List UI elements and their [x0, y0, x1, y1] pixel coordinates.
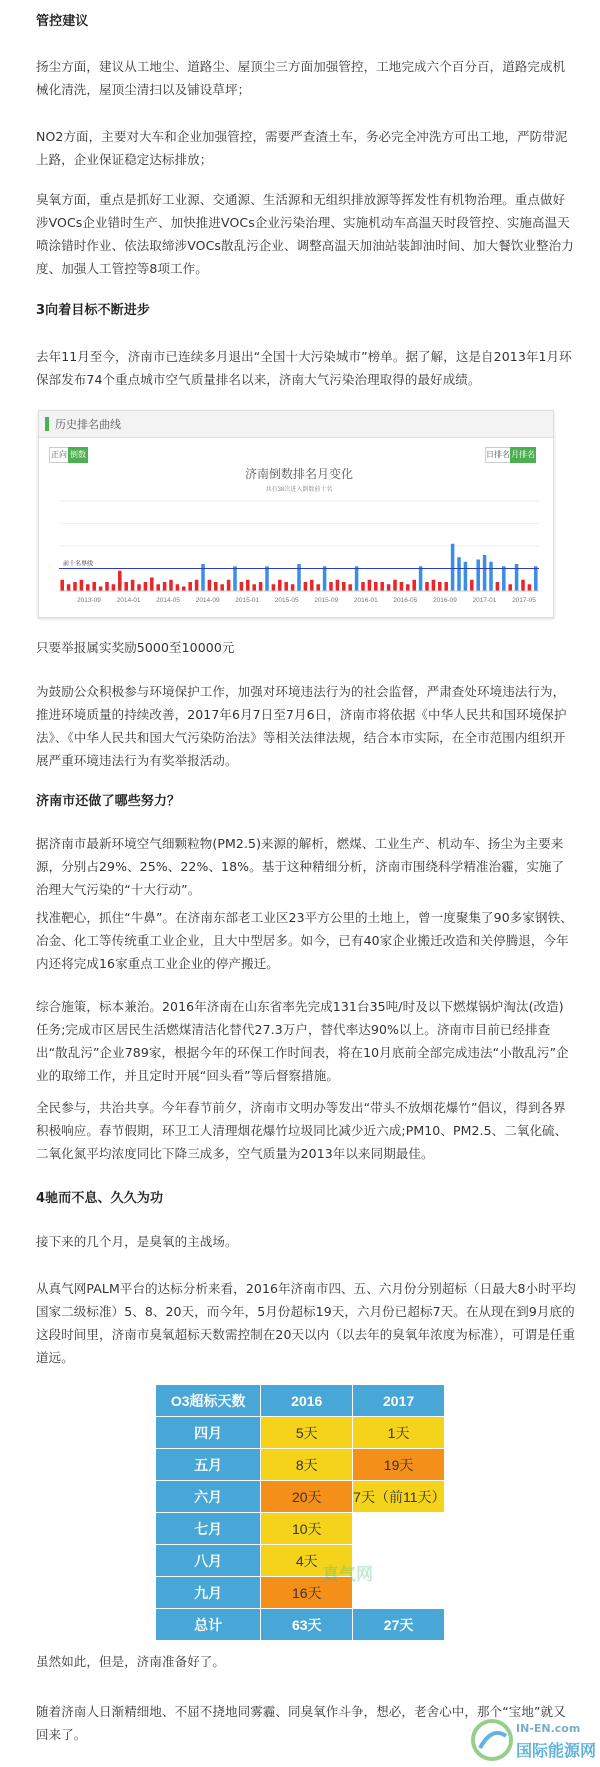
- table-header-cell: 2016: [261, 1385, 353, 1417]
- table-month-cell: 九月: [156, 1577, 261, 1609]
- chart-bar: [329, 582, 333, 591]
- chart-bar: [150, 578, 154, 592]
- chart-bar: [419, 566, 423, 591]
- chart-bar: [105, 582, 109, 591]
- threshold-label: 前十名界线: [63, 561, 94, 568]
- paragraph-comprehensive: 综合施策，标本兼治。2016年济南在山东省率先完成131台35吨/时及以下燃煤锅炉淘汰(改造)任务;完成市区居民生活燃煤清洁化替代27.3万户，替代率达90%以上。济南市目前已经排查出“散乱污”企业789家，根据今年的环保工作时间表，将在10月底前全部完成违法“小散乱污”企业的取缔工作，并且定时开展“回头看”等后督察措施。: [36, 999, 569, 1083]
- chart-bar: [131, 580, 135, 591]
- table-total-label: 总计: [156, 1609, 261, 1641]
- x-tick-label: 2016-05: [393, 597, 418, 604]
- chart-bar: [323, 566, 327, 591]
- paragraph-no2: NO2方面，主要对大车和企业加强管控，需要严查渣土车，务必完全冲洗方可出工地，严防带泥上路，企业保证稳定达标排放；: [36, 129, 568, 167]
- table-2016-cell: 5天: [261, 1417, 353, 1449]
- toggle-forward[interactable]: 正向: [49, 447, 69, 463]
- chart-bar: [144, 582, 148, 591]
- chart-bar: [368, 580, 372, 591]
- x-tick-label: 2016-01: [353, 597, 378, 604]
- chart-bar: [387, 584, 391, 591]
- chart-bar: [496, 582, 500, 591]
- chart-bar: [265, 566, 269, 591]
- x-tick-label: 2017-05: [512, 597, 536, 604]
- chart-bar: [220, 584, 224, 591]
- paragraph-participation: 全民参与，共治共享。今年春节前夕，济南市文明办等发出“带头不放烟花爆竹”倡议，得到各界积极响应。春节假期，环卫工人清理烟花爆竹垃圾同比减少近六成;PM10、PM2.5、二氧化硫、二氧化氮平均浓度同比下降三成多，空气质量为2013年以来同期最佳。: [36, 1100, 568, 1161]
- table-2016-cell: 10天: [261, 1513, 353, 1545]
- chart-bar: [73, 582, 77, 591]
- table-row: [156, 1545, 445, 1577]
- heading-efforts: 济南市还做了哪些努力？: [36, 794, 181, 809]
- table-month-cell: 七月: [156, 1513, 261, 1545]
- site-watermark: [470, 1718, 598, 1764]
- table-month-cell: 六月: [156, 1481, 261, 1513]
- paragraph-prepared: 虽然如此，但是，济南准备好了。: [36, 1654, 226, 1669]
- table-total-2016: 63天: [261, 1609, 353, 1641]
- chart-bar: [182, 587, 186, 592]
- chart-bar: [508, 584, 512, 591]
- chart-bar: [118, 571, 122, 591]
- table-row: [156, 1481, 445, 1513]
- paragraph-next-months: 接下来的几个月，是臭氧的主战场。: [36, 1234, 238, 1249]
- table-month-cell: 四月: [156, 1417, 261, 1449]
- table-2016-cell: 8天: [261, 1449, 353, 1481]
- site-domain: IN-EN.com: [516, 1722, 581, 1735]
- x-tick-label: 2014-01: [116, 597, 141, 604]
- x-tick-label: 2014-05: [156, 597, 181, 604]
- chart-bar: [336, 580, 340, 591]
- heading-progress: 3向着目标不断进步: [36, 303, 150, 318]
- chart-bar: [451, 544, 455, 591]
- toggle-monthly-rank[interactable]: 月排名: [510, 447, 536, 463]
- paragraph-conclusion: 随着济南人日渐精细地、不屈不挠地同雾霾、同臭氧作斗争，想必，老舍心中，那个“宝地”就又回来了。: [36, 1704, 566, 1742]
- x-tick-label: 2013-09: [77, 597, 101, 604]
- x-tick-label: 2014-09: [195, 597, 220, 604]
- paragraph-dust: 扬尘方面，建议从工地尘、道路尘、屋顶尘三方面加强管控，工地完成六个百分百，道路完成机械化清洗，屋顶尘清扫以及铺设草坪；: [36, 59, 566, 97]
- table-watermark: 真气网: [322, 1565, 373, 1585]
- chart-bar: [342, 582, 346, 591]
- chart-subtitle: 共有38次进入倒数前十名: [265, 487, 333, 493]
- chart-bar: [476, 560, 480, 592]
- table-total-2017: 27天: [353, 1609, 445, 1641]
- paragraph-target: 找准靶心，抓住“牛鼻”。在济南东部老工业区23平方公里的土地上，曾一度聚集了90多家钢铁、冶金、化工等传统重工业企业，且大中型居多。如今，已有40家企业搬迁改造和关停腾退，今年内还将完成16家重点工业企业的停产搬迁。: [36, 910, 573, 971]
- chart-bar: [432, 580, 436, 591]
- table-row: [156, 1417, 445, 1449]
- x-tick-label: 2017-01: [472, 597, 497, 604]
- chart-bar: [284, 582, 288, 591]
- chart-bar: [92, 582, 96, 591]
- ozone-exceedance-table: [155, 1384, 445, 1641]
- site-logo-icon: [470, 1718, 516, 1764]
- chart-bar: [348, 584, 352, 591]
- chart-bar: [534, 566, 538, 591]
- ranking-chart: [39, 411, 553, 617]
- chart-bar: [361, 582, 365, 591]
- chart-bar: [188, 582, 192, 591]
- chart-bar: [483, 555, 487, 591]
- chart-bar: [227, 580, 231, 591]
- table-row: [156, 1577, 445, 1609]
- toggle-daily-rank[interactable]: 日排名: [485, 447, 511, 463]
- chart-bar: [291, 584, 295, 591]
- x-tick-label: 2015-05: [274, 597, 299, 604]
- chart-bar: [99, 587, 103, 592]
- paragraph-reward: 只要举报属实奖励5000至10000元: [36, 640, 235, 655]
- site-name: 国际能源网: [516, 1741, 597, 1760]
- ranking-chart-card: [38, 410, 554, 618]
- table-2017-cell: 7天（前11天）: [353, 1481, 445, 1513]
- chart-bar: [310, 580, 314, 591]
- paragraph-sources: 据济南市最新环境空气细颗粒物(PM2.5)来源的解析，燃煤、工业生产、机动车、扬尘为主要来源，分别占29%、25%、22%、18%。基于这种精细分析，济南市围绕科学精准治霾，实施了治理大气污染的“十大行动”。: [36, 836, 565, 897]
- chart-bar: [156, 584, 160, 591]
- chart-bar: [470, 580, 474, 591]
- chart-bar: [67, 584, 71, 591]
- table-row: [156, 1513, 445, 1545]
- chart-bar: [208, 580, 212, 591]
- table-header-cell: 2017: [353, 1385, 445, 1417]
- x-tick-label: 2016-09: [432, 597, 457, 604]
- paragraph-analysis: 从真气网PALM平台的达标分析来看，2016年济南市四、五、六月份分别超标（日最大8小时平均国家二级标准）5、8、20天，而今年，5月份超标19天，六月份已超标7天。在从现在到9月底的这段时间里，济南市臭氧超标天数需控制在20天以内（以去年的臭氧年浓度为标准），可谓是任重道远。: [36, 1281, 576, 1365]
- chart-bar: [246, 580, 250, 591]
- chart-bar: [163, 582, 167, 591]
- chart-bar: [112, 584, 116, 591]
- chart-bar: [316, 584, 320, 591]
- chart-bar: [80, 580, 84, 591]
- table-2017-cell: 1天: [353, 1417, 445, 1449]
- table-total-row: [156, 1609, 445, 1641]
- chart-bar: [444, 582, 448, 591]
- chart-bar: [355, 566, 359, 591]
- paragraph-ozone: 臭氧方面，重点是抓好工业源、交通源、生活源和无组织排放源等挥发性有机物治理。重点做好涉VOCs企业错时生产、加快推进VOCs企业污染治理、实施机动车高温天时段管控、实施高温天喷涂错时作业、依法取缔涉VOCs散乱污企业、调整高温天加油站装卸油时间、加大餐饮业整治力度、加强人工管控等8项工作。: [36, 192, 574, 276]
- table-month-cell: 五月: [156, 1449, 261, 1481]
- table-2017-cell: [353, 1513, 445, 1545]
- chart-bar: [195, 580, 199, 591]
- paragraph-reporting: 为鼓励公众积极参与环境保护工作，加强对环境违法行为的社会监督，严肃查处环境违法行为，推进环境质量的持续改善，2017年6月7日至7月6日，济南市将依据《中华人民共和国环境保护法》、《中华人民共和国大气污染防治法》等相关法律法规，结合本市实际，在全市范围内组织开展严重环境违法行为有奖举报活动。: [36, 684, 567, 768]
- chart-bar: [60, 580, 64, 591]
- chart-bar: [124, 582, 128, 591]
- chart-bar: [240, 582, 244, 591]
- chart-bar: [304, 582, 308, 591]
- chart-bar: [400, 582, 404, 591]
- table-month-cell: 八月: [156, 1545, 261, 1577]
- chart-bar: [214, 582, 218, 591]
- chart-bar: [502, 566, 506, 591]
- x-tick-label: 2015-09: [314, 597, 339, 604]
- table-2016-cell: 20天: [261, 1481, 353, 1513]
- table-row: [156, 1449, 445, 1481]
- chart-bar: [489, 562, 493, 591]
- chart-bar: [137, 584, 141, 591]
- toggle-reverse[interactable]: 倒数: [68, 447, 88, 463]
- chart-bar: [438, 582, 442, 591]
- chart-bar: [406, 584, 410, 591]
- chart-bar: [464, 562, 468, 591]
- table-2017-cell: 19天: [353, 1449, 445, 1481]
- chart-bar: [259, 582, 263, 591]
- chart-bar: [457, 557, 461, 591]
- chart-bar: [380, 582, 384, 591]
- chart-bar: [278, 580, 282, 591]
- chart-bar: [528, 584, 532, 591]
- x-tick-label: 2015-01: [235, 597, 260, 604]
- chart-bar: [86, 584, 90, 591]
- chart-bar: [272, 584, 276, 591]
- chart-bar: [374, 582, 378, 591]
- table-header-cell: O3超标天数: [156, 1385, 261, 1417]
- table-2016-cell: 4天: [261, 1545, 353, 1577]
- heading-control-suggestions: 管控建议: [36, 14, 89, 29]
- chart-bar: [176, 584, 180, 591]
- chart-bar: [252, 584, 256, 591]
- table-header-row: [156, 1385, 445, 1417]
- chart-bar: [412, 580, 416, 591]
- heading-perseverance: 4驰而不息、久久为功: [36, 1191, 164, 1206]
- chart-bar: [425, 582, 429, 591]
- paragraph-ranking: 去年11月至今，济南市已连续多月退出“全国十大污染城市”榜单。据了解，这是自2013年1月环保部发布74个重点城市空气质量排名以来，济南大气污染治理取得的最好成绩。: [36, 349, 572, 387]
- chart-title: 济南倒数排名月变化: [244, 467, 354, 481]
- chart-bar: [393, 580, 397, 591]
- chart-bar: [233, 566, 237, 591]
- chart-bar: [169, 580, 173, 591]
- chart-header-title: 历史排名曲线: [55, 418, 121, 431]
- chart-bar: [521, 580, 525, 591]
- table-2016-cell: 16天: [261, 1577, 353, 1609]
